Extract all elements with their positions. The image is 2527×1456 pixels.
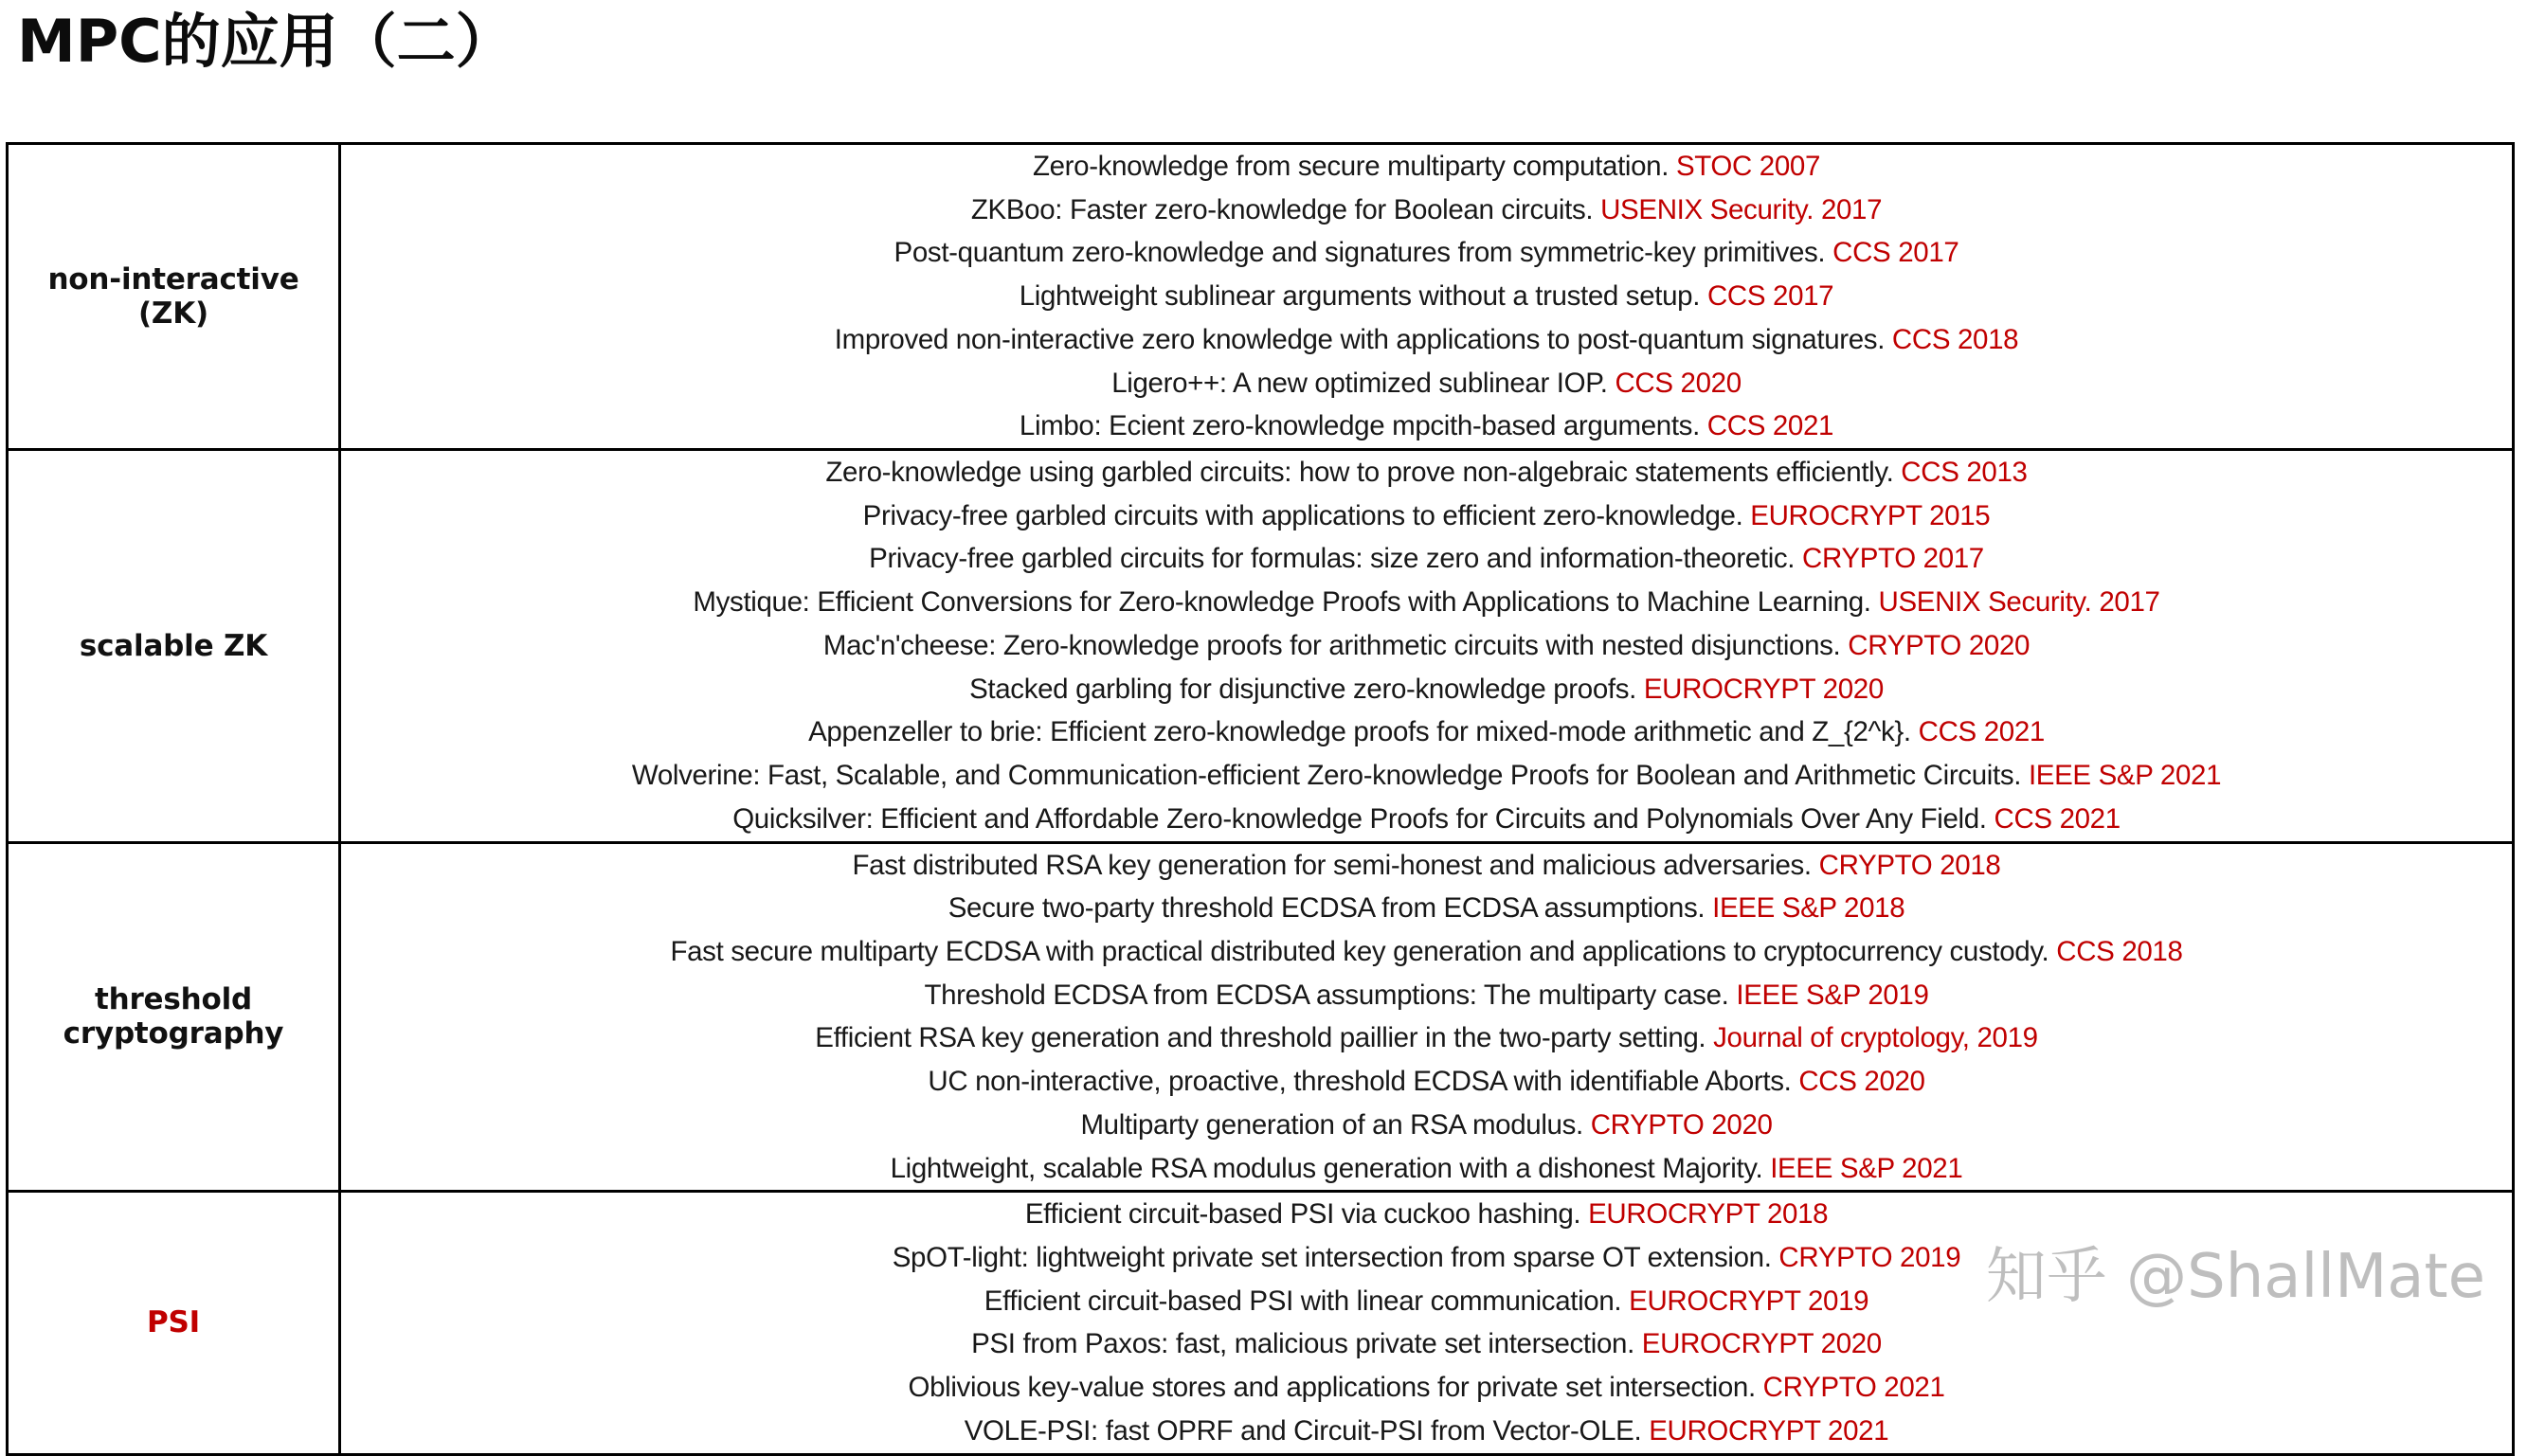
reference-venue: IEEE S&P 2021 (2028, 760, 2222, 792)
reference-venue: CCS 2013 (1901, 457, 2028, 489)
reference-title: Zero-knowledge using garbled circuits: how to prove non-algebraic statements efficiently. (825, 457, 1894, 489)
references-cell (340, 450, 2514, 842)
table-row (8, 1192, 2514, 1454)
reference-line (341, 231, 2512, 275)
applications-table-wrap (6, 142, 2515, 1456)
watermark: 知乎 @ShallMate (1985, 1242, 2485, 1312)
reference-line (341, 451, 2512, 494)
category-label: PSI (147, 1305, 200, 1340)
table-row (8, 450, 2514, 842)
reference-title: Efficient circuit-based PSI via cuckoo hashing. (1024, 1198, 1581, 1231)
reference-venue: STOC 2007 (1675, 151, 1821, 182)
reference-line (341, 581, 2512, 624)
reference-title: Multiparty generation of an RSA modulus. (1080, 1108, 1583, 1141)
table-row (8, 144, 2514, 450)
reference-venue: CCS 2020 (1798, 1066, 1925, 1098)
category-cell (8, 1192, 340, 1454)
reference-title: Wolverine: Fast, Scalable, and Communication-efficient Zero-knowledge Proofs for Boolean and Arithmetic Circuits. (631, 760, 2022, 792)
reference-line (341, 1236, 2512, 1280)
reference-line (341, 624, 2512, 668)
reference-venue: CCS 2017 (1706, 280, 1834, 313)
reference-line (341, 844, 2512, 888)
category-label: non-interactive (ZK) (47, 262, 299, 332)
reference-venue: CRYPTO 2018 (1818, 849, 2001, 881)
reference-venue: EUROCRYPT 2019 (1629, 1285, 1869, 1317)
references-cell (340, 842, 2514, 1192)
page-title: MPC的应用（二） (17, 7, 514, 76)
reference-title: Limbo: Ecient zero-knowledge mpcith-based arguments. (1019, 410, 1700, 442)
reference-title: Secure two-party threshold ECDSA from ECDSA assumptions. (948, 892, 1706, 925)
category-label: threshold cryptography (63, 982, 284, 1052)
applications-table (6, 142, 2515, 1456)
references-cell (340, 1192, 2514, 1454)
table-row (8, 842, 2514, 1192)
reference-title: Fast distributed RSA key generation for semi-honest and malicious adversaries. (852, 849, 1812, 881)
reference-line (341, 1147, 2512, 1191)
reference-venue: CCS 2021 (1918, 716, 2045, 748)
reference-venue: EUROCRYPT 2021 (1649, 1414, 1889, 1447)
reference-venue: IEEE S&P 2019 (1736, 979, 1929, 1011)
reference-line (341, 798, 2512, 841)
reference-venue: CCS 2021 (1994, 802, 2121, 835)
reference-venue: CCS 2020 (1615, 367, 1742, 399)
reference-line (341, 362, 2512, 405)
reference-line (341, 404, 2512, 448)
reference-line (341, 887, 2512, 930)
reference-title: Post-quantum zero-knowledge and signatures from symmetric-key primitives. (893, 237, 1826, 269)
reference-line (341, 1410, 2512, 1453)
reference-title: UC non-interactive, proactive, threshold ECDSA with identifiable Aborts. (928, 1066, 1792, 1098)
reference-title: Zero-knowledge from secure multiparty computation. (1032, 151, 1670, 182)
reference-line (341, 974, 2512, 1017)
reference-line (341, 1280, 2512, 1323)
reference-venue: EUROCRYPT 2018 (1588, 1198, 1829, 1231)
reference-title: Quicksilver: Efficient and Affordable Zero-knowledge Proofs for Circuits and Polynomials Over Any Field. (732, 802, 1987, 835)
applications-table-body (8, 144, 2514, 1455)
reference-venue: CRYPTO 2020 (1590, 1108, 1773, 1141)
reference-title: Fast secure multiparty ECDSA with practical distributed key generation and applications to cryptocurrency custody. (670, 935, 2049, 967)
reference-line (341, 1104, 2512, 1147)
reference-venue: EUROCRYPT 2020 (1643, 673, 1884, 705)
reference-line (341, 754, 2512, 798)
reference-title: Lightweight, scalable RSA modulus generation with a dishonest Majority. (890, 1152, 1763, 1184)
reference-title: Oblivious key-value stores and applications for private set intersection. (908, 1372, 1756, 1404)
reference-title: Improved non-interactive zero knowledge with applications to post-quantum signatures. (834, 323, 1886, 355)
reference-title: Ligero++: A new optimized sublinear IOP. (1111, 367, 1608, 399)
reference-title: Mystique: Efficient Conversions for Zero-knowledge Proofs with Applications to Machine Learning. (693, 586, 1871, 619)
reference-line (341, 1193, 2512, 1236)
category-cell (8, 842, 340, 1192)
reference-line (341, 1016, 2512, 1060)
reference-title: SpOT-light: lightweight private set intersection from sparse OT extension. (892, 1241, 1772, 1273)
reference-title: VOLE-PSI: fast OPRF and Circuit-PSI from Vector-OLE. (964, 1414, 1642, 1447)
reference-venue: CCS 2018 (1891, 323, 2019, 355)
reference-venue: IEEE S&P 2018 (1712, 892, 1905, 925)
reference-title: Lightweight sublinear arguments without a trusted setup. (1019, 280, 1701, 313)
reference-line (341, 1322, 2512, 1366)
reference-line (341, 1366, 2512, 1410)
reference-venue: CCS 2018 (2056, 935, 2183, 967)
reference-venue: CRYPTO 2020 (1848, 629, 2031, 661)
reference-title: Stacked garbling for disjunctive zero-knowledge proofs. (969, 673, 1636, 705)
reference-title: Threshold ECDSA from ECDSA assumptions: The multiparty case. (924, 979, 1729, 1011)
reference-line (341, 930, 2512, 974)
reference-line (341, 318, 2512, 362)
reference-title: Privacy-free garbled circuits with applications to efficient zero-knowledge. (862, 499, 1743, 531)
reference-venue: CCS 2017 (1832, 237, 1959, 269)
reference-venue: EUROCRYPT 2015 (1750, 499, 1991, 531)
reference-line (341, 275, 2512, 318)
reference-title: ZKBoo: Faster zero-knowledge for Boolean circuits. (970, 193, 1594, 225)
reference-venue: CCS 2021 (1706, 410, 1834, 442)
references-cell (340, 144, 2514, 450)
category-cell (8, 144, 340, 450)
reference-line (341, 537, 2512, 581)
reference-line (341, 494, 2512, 538)
category-label: scalable ZK (79, 628, 268, 663)
reference-venue: CRYPTO 2019 (1778, 1241, 1961, 1273)
reference-venue: EUROCRYPT 2020 (1641, 1328, 1882, 1360)
reference-venue: CRYPTO 2021 (1762, 1372, 1945, 1404)
reference-title: Privacy-free garbled circuits for formulas: size zero and information-theoretic. (869, 543, 1796, 575)
reference-title: Mac'n'cheese: Zero-knowledge proofs for arithmetic circuits with nested disjunctions. (822, 629, 1841, 661)
reference-venue: USENIX Security. 2017 (1600, 193, 1883, 225)
reference-title: PSI from Paxos: fast, malicious private set intersection. (971, 1328, 1634, 1360)
reference-line (341, 145, 2512, 189)
reference-line (341, 668, 2512, 711)
category-cell (8, 450, 340, 842)
reference-title: Efficient circuit-based PSI with linear communication. (984, 1285, 1622, 1317)
reference-line (341, 1060, 2512, 1104)
reference-line (341, 710, 2512, 754)
reference-venue: Journal of cryptology, 2019 (1713, 1022, 2038, 1054)
reference-title: Efficient RSA key generation and threshold paillier in the two-party setting. (815, 1022, 1706, 1054)
reference-title: Appenzeller to brie: Efficient zero-knowledge proofs for mixed-mode arithmetic and Z_{2^k}. (808, 716, 1911, 748)
reference-venue: CRYPTO 2017 (1802, 543, 1984, 575)
reference-line (341, 189, 2512, 232)
reference-venue: IEEE S&P 2021 (1770, 1152, 1963, 1184)
reference-venue: USENIX Security. 2017 (1878, 586, 2160, 619)
